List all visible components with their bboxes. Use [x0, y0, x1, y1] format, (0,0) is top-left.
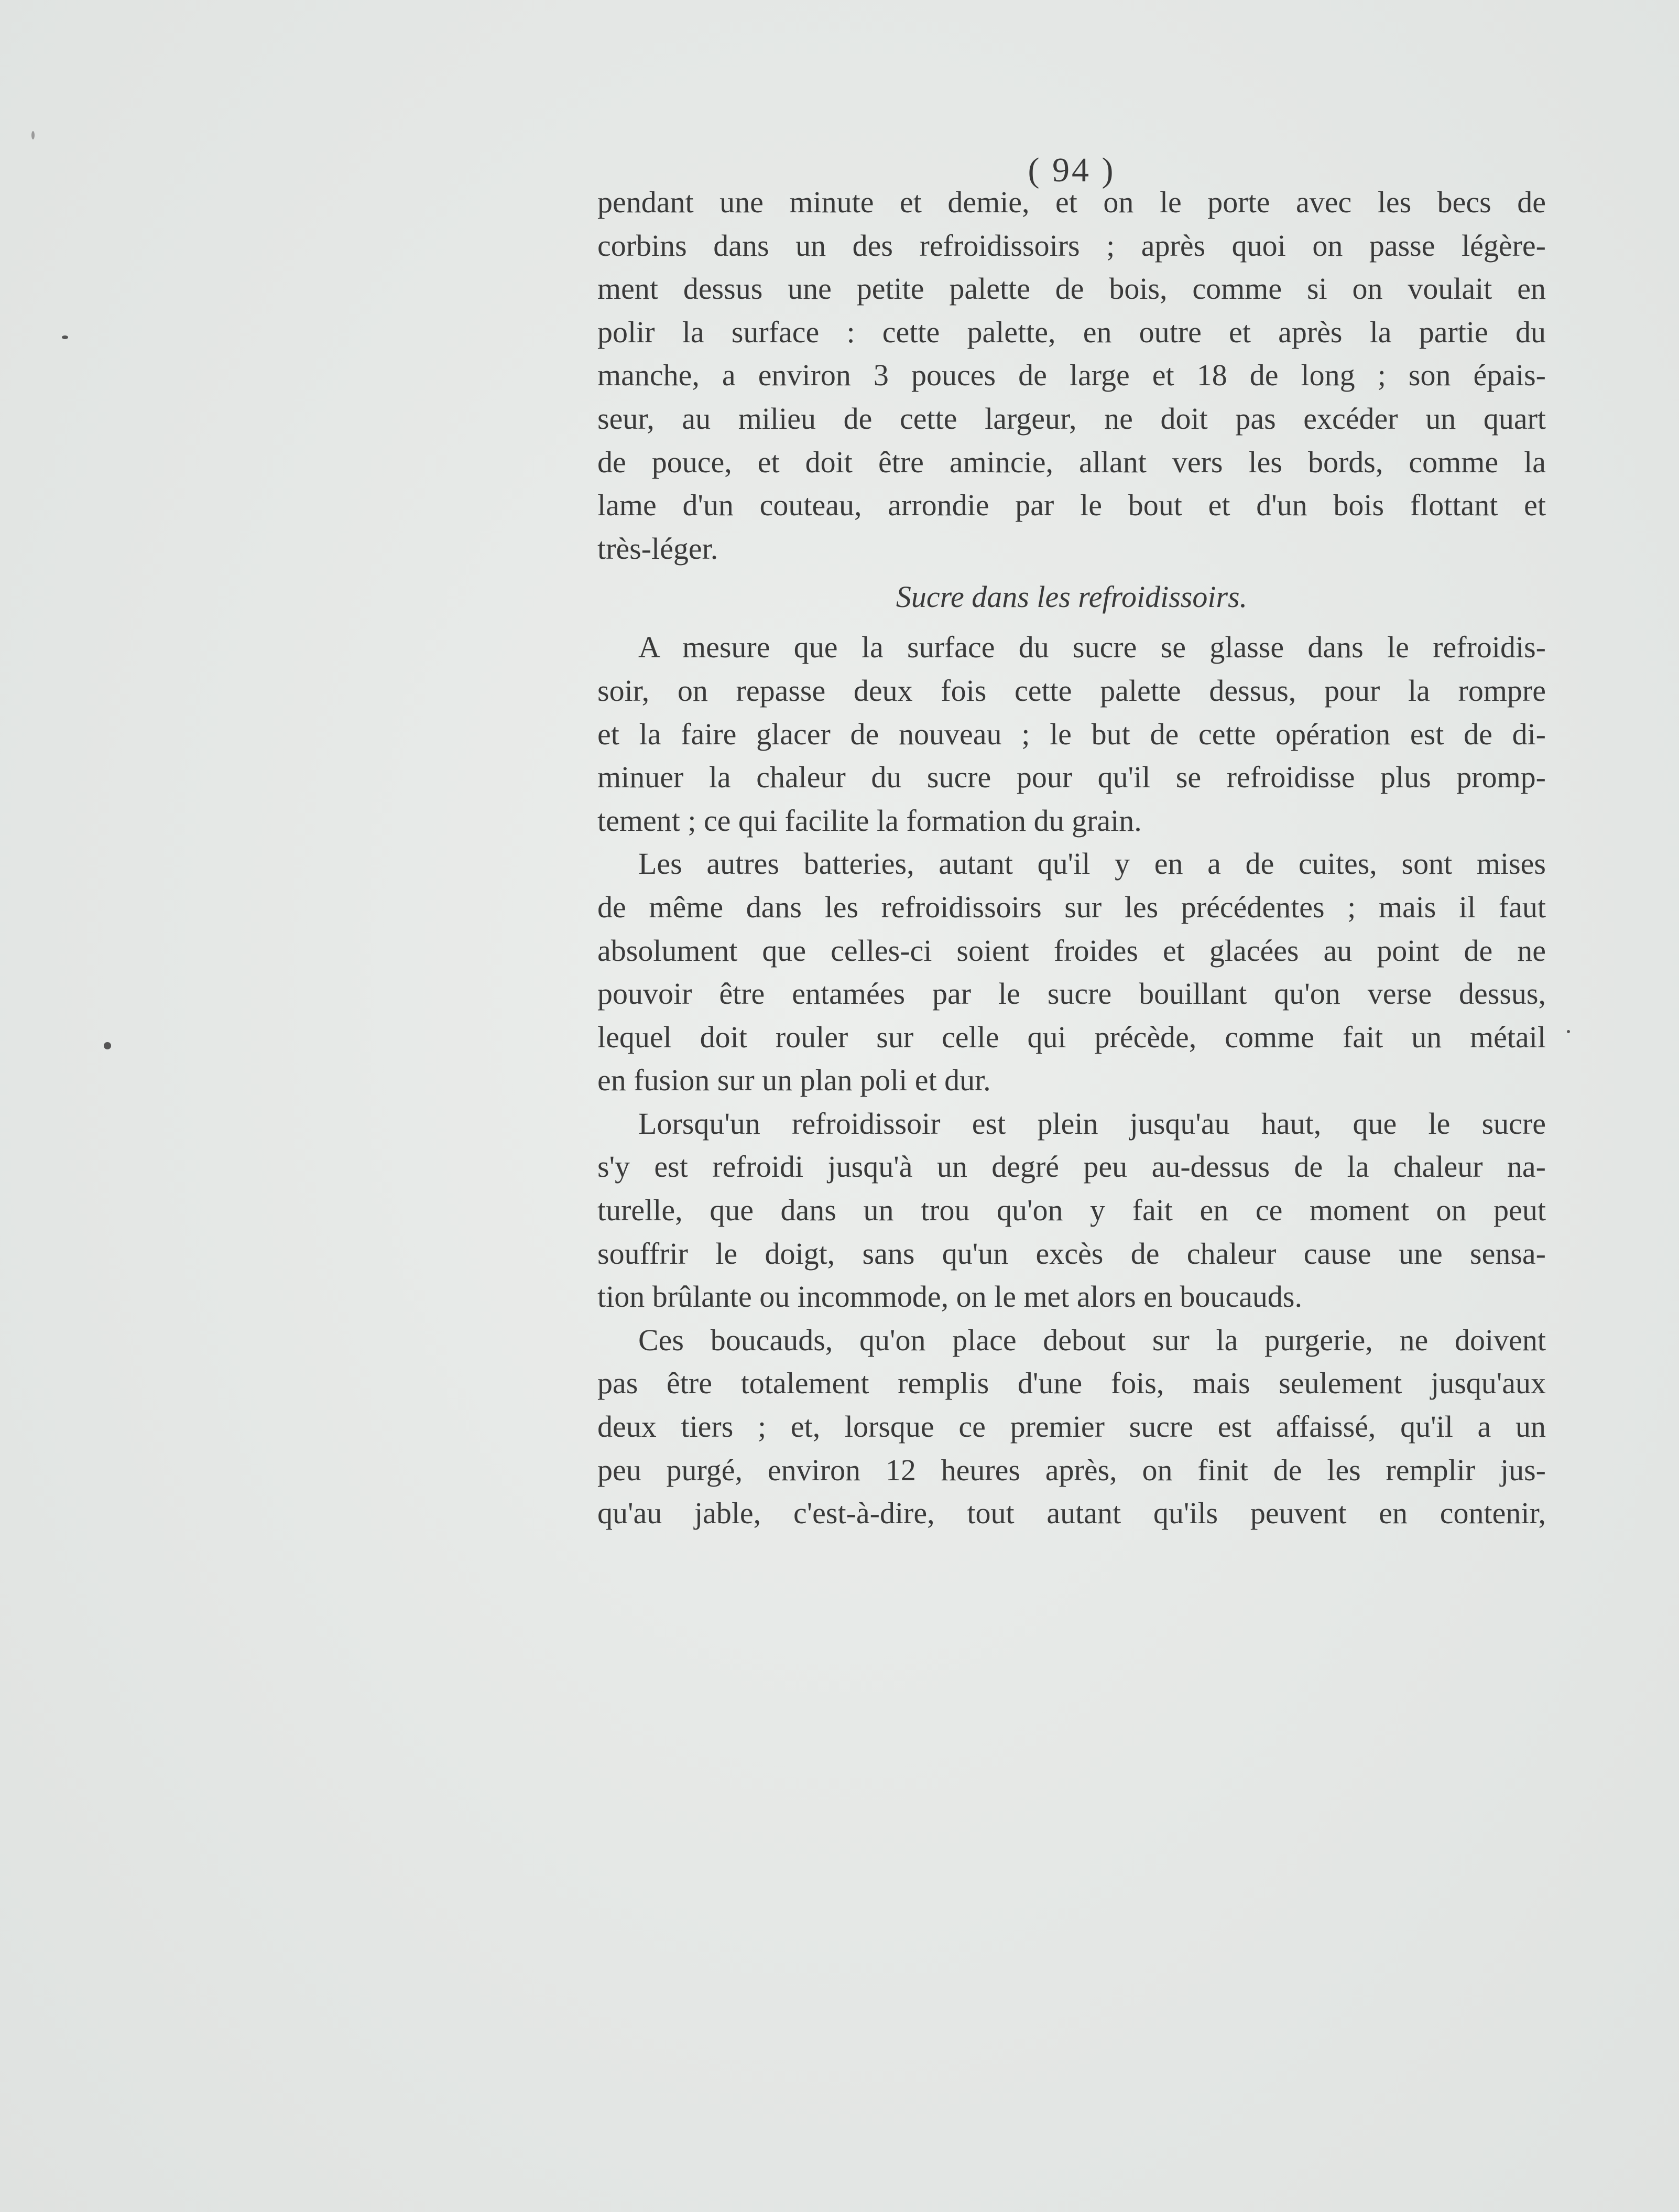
paragraph [597, 842, 1546, 1102]
text-line: en fusion sur un plan poli et dur. [597, 1063, 991, 1098]
text-line: lame d'un couteau, arrondie par le bout et d'un bois flottant et [597, 488, 1546, 523]
text-line: tement ; ce qui facilite la formation du grain. [597, 803, 1142, 838]
text-line: Ces boucauds, qu'on place debout sur la purgerie, ne doivent [638, 1322, 1546, 1357]
paper-speck [104, 1042, 111, 1049]
text-line: A mesure que la surface du sucre se glasse dans le refroidis- [638, 630, 1546, 665]
text-line: s'y est refroidi jusqu'à un degré peu au-dessus de la chaleur na- [597, 1150, 1546, 1184]
paragraph [597, 1102, 1546, 1319]
text-line: lequel doit rouler sur celle qui précède, comme fait un métail [597, 1020, 1546, 1054]
text-line: pas être totalement remplis d'une fois, mais seulement jusqu'aux [597, 1366, 1546, 1401]
text-line: soir, on repasse deux fois cette palette dessus, pour la rompre [597, 673, 1546, 708]
paper-speck [1567, 1030, 1570, 1033]
text-line: ment dessus une petite palette de bois, comme si on voulait en [597, 272, 1546, 306]
paragraph-continuation [597, 181, 1546, 570]
text-line: souffrir le doigt, sans qu'un excès de chaleur cause une sensa- [597, 1236, 1546, 1271]
text-line: Lorsqu'un refroidissoir est plein jusqu'au haut, que le sucre [638, 1106, 1546, 1141]
paper-speck [62, 335, 68, 339]
paragraph [597, 626, 1546, 842]
text-line: peu purgé, environ 12 heures après, on finit de les remplir jus- [597, 1452, 1546, 1487]
text-line: polir la surface : cette palette, en outre et après la partie du [597, 315, 1546, 349]
paper-speck [31, 131, 35, 139]
text-line: minuer la chaleur du sucre pour qu'il se refroidisse plus promp- [597, 760, 1546, 795]
text-line: qu'au jable, c'est-à-dire, tout autant qu'ils peuvent en contenir, [597, 1496, 1546, 1531]
text-line: Les autres batteries, autant qu'il y en a de cuites, sont mises [638, 847, 1546, 881]
text-line: pouvoir être entamées par le sucre bouillant qu'on verse dessus, [597, 977, 1546, 1011]
page-text-block [597, 149, 1546, 1535]
text-line: très-léger. [597, 531, 718, 566]
text-line: tion brûlante ou incommode, on le met alors en boucauds. [597, 1280, 1302, 1314]
section-heading: Sucre dans les refroidissoirs. [896, 580, 1248, 614]
text-line: seur, au milieu de cette largeur, ne doit pas excéder un quart [597, 401, 1546, 436]
text-line: absolument que celles-ci soient froides et glacées au point de ne [597, 933, 1546, 968]
text-line: de même dans les refroidissoirs sur les précédentes ; mais il faut [597, 890, 1546, 924]
text-line: turelle, que dans un trou qu'on y fait en ce moment on peut [597, 1193, 1546, 1228]
text-line: et la faire glacer de nouveau ; le but de cette opération est de di- [597, 717, 1546, 751]
page-number: ( 94 ) [1028, 151, 1116, 189]
paragraph [597, 1319, 1546, 1535]
text-line: pendant une minute et demie, et on le porte avec les becs de [597, 185, 1546, 219]
text-line: de pouce, et doit être amincie, allant vers les bords, comme la [597, 444, 1546, 479]
text-line: manche, a environ 3 pouces de large et 18 de long ; son épais- [597, 358, 1546, 393]
text-line: deux tiers ; et, lorsque ce premier sucre est affaissé, qu'il a un [597, 1409, 1546, 1444]
text-line: corbins dans un des refroidissoirs ; après quoi on passe légère- [597, 228, 1546, 263]
